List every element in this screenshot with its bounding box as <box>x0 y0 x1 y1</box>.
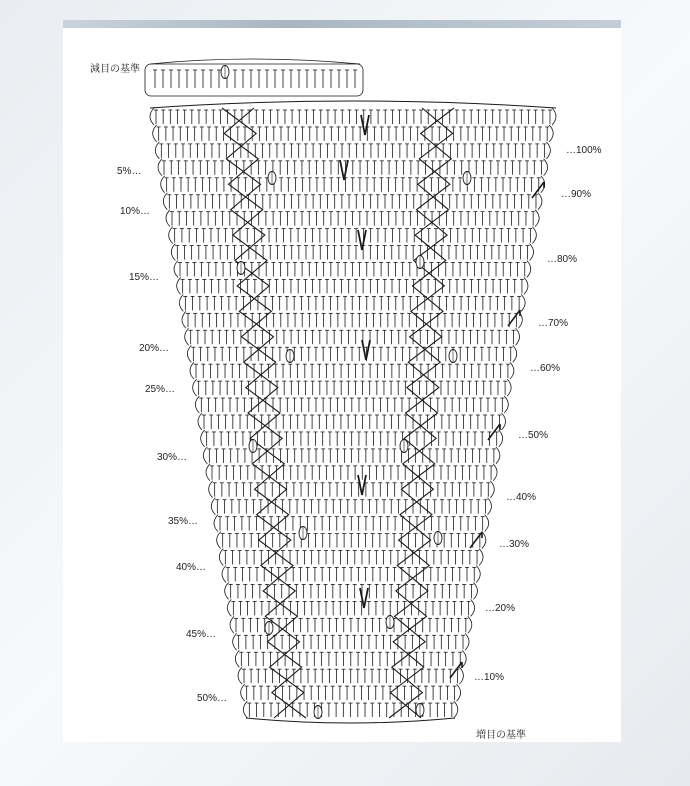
left-edge-loop <box>179 294 183 311</box>
left-edge-loop <box>225 582 229 599</box>
right-edge-loop <box>471 599 475 616</box>
right-edge-loop <box>510 362 514 379</box>
v-stitch-mark <box>362 340 370 360</box>
stitch-markers <box>221 66 544 719</box>
right-edge-loop <box>544 159 548 176</box>
right-edge-loop <box>516 328 520 345</box>
right-percent-8: …20% <box>485 603 516 614</box>
left-edge-loop <box>233 633 237 650</box>
right-edge-loop <box>479 549 483 566</box>
right-edge-loop <box>454 701 458 718</box>
left-edge-loop <box>219 549 223 566</box>
left-edge-loop <box>150 108 154 125</box>
left-percent-1: 10%… <box>120 206 151 217</box>
right-edge-loop <box>502 413 506 430</box>
left-edge-loop <box>174 261 178 278</box>
left-edge-loop <box>217 532 221 549</box>
left-edge-loop <box>193 379 197 396</box>
right-edge-loop <box>535 210 539 227</box>
left-edge-loop <box>166 210 170 227</box>
right-edge-loop <box>465 633 469 650</box>
right-edge-loop <box>487 498 491 515</box>
right-edge-loop <box>552 108 556 125</box>
right-edge-loop <box>459 667 463 684</box>
right-edge-loop <box>476 566 480 583</box>
right-edge-loop <box>499 430 503 447</box>
left-edge-loop <box>238 667 242 684</box>
top-chain-arc <box>150 101 556 108</box>
right-edge-loop <box>485 515 489 532</box>
left-edge-loop <box>155 142 159 159</box>
left-edge-loop <box>206 464 210 481</box>
right-percent-7: …30% <box>499 539 530 550</box>
left-edge-loop <box>195 396 199 413</box>
right-percent-3: …70% <box>538 318 569 329</box>
left-percent-6: 35%… <box>168 516 199 527</box>
left-edge-loop <box>209 481 213 498</box>
right-edge-loop <box>549 125 553 142</box>
left-edge-loop <box>185 328 189 345</box>
right-percent-6: …40% <box>506 492 537 503</box>
right-percent-1: …90% <box>561 189 592 200</box>
left-edge-loop <box>230 616 234 633</box>
right-edge-loop <box>538 193 542 210</box>
left-edge-loop <box>214 515 218 532</box>
left-percent-7: 40%… <box>176 562 207 573</box>
left-edge-loop <box>153 125 157 142</box>
right-edge-loop <box>496 447 500 464</box>
left-edge-loop <box>158 159 162 176</box>
left-edge-loop <box>243 701 247 718</box>
right-edge-loop <box>527 261 531 278</box>
right-edge-loop <box>546 142 550 159</box>
stitch-grid <box>145 59 556 723</box>
increase-mark <box>532 182 544 198</box>
top-strip <box>145 64 363 96</box>
right-edge-loop <box>507 379 511 396</box>
left-edge-loop <box>163 193 167 210</box>
left-percent-5: 30%… <box>157 452 188 463</box>
left-edge-loop <box>198 413 202 430</box>
left-edge-loop <box>169 227 173 244</box>
left-edge-loop <box>222 566 226 583</box>
right-edge-loop <box>524 277 528 294</box>
right-edge-loop <box>468 616 472 633</box>
left-percent-2: 15%… <box>129 272 160 283</box>
left-edge-loop <box>211 498 215 515</box>
increase-reference-label: 増目の基準 <box>476 730 526 741</box>
right-edge-loop <box>473 582 477 599</box>
left-edge-loop <box>182 311 186 328</box>
v-stitch-mark <box>340 160 348 180</box>
right-edge-loop <box>532 227 536 244</box>
left-edge-loop <box>227 599 231 616</box>
v-stitch-mark <box>361 115 369 135</box>
strip-chain <box>150 59 360 64</box>
left-edge-loop <box>177 277 181 294</box>
right-percent-5: …50% <box>518 430 549 441</box>
left-percent-9: 50%… <box>197 693 228 704</box>
increase-mark <box>508 310 520 326</box>
left-percent-3: 20%… <box>139 343 170 354</box>
right-edge-loop <box>513 345 517 362</box>
left-percent-4: 25%… <box>145 384 176 395</box>
left-edge-loop <box>203 447 207 464</box>
right-edge-loop <box>504 396 508 413</box>
right-edge-loop <box>530 244 534 261</box>
left-edge-loop <box>171 244 175 261</box>
right-percent-4: …60% <box>530 363 561 374</box>
right-percent-0: …100% <box>566 145 602 156</box>
left-edge-loop <box>241 684 245 701</box>
right-percent-2: …80% <box>547 254 578 265</box>
bottom-chain-arc <box>246 718 455 723</box>
left-percent-0: 5%… <box>117 166 142 177</box>
increase-mark <box>450 662 462 678</box>
right-percent-9: …10% <box>474 672 505 683</box>
left-edge-loop <box>187 345 191 362</box>
right-edge-loop <box>462 650 466 667</box>
right-edge-loop <box>457 684 461 701</box>
v-stitch-mark <box>360 588 368 608</box>
left-edge-loop <box>235 650 239 667</box>
right-edge-loop <box>493 464 497 481</box>
left-edge-loop <box>190 362 194 379</box>
decrease-reference-label: 減目の基準 <box>90 64 140 75</box>
right-edge-loop <box>521 294 525 311</box>
left-edge-loop <box>201 430 205 447</box>
right-edge-loop <box>490 481 494 498</box>
left-edge-loop <box>161 176 165 193</box>
left-percent-8: 45%… <box>186 629 217 640</box>
v-stitch-mark <box>358 230 366 250</box>
